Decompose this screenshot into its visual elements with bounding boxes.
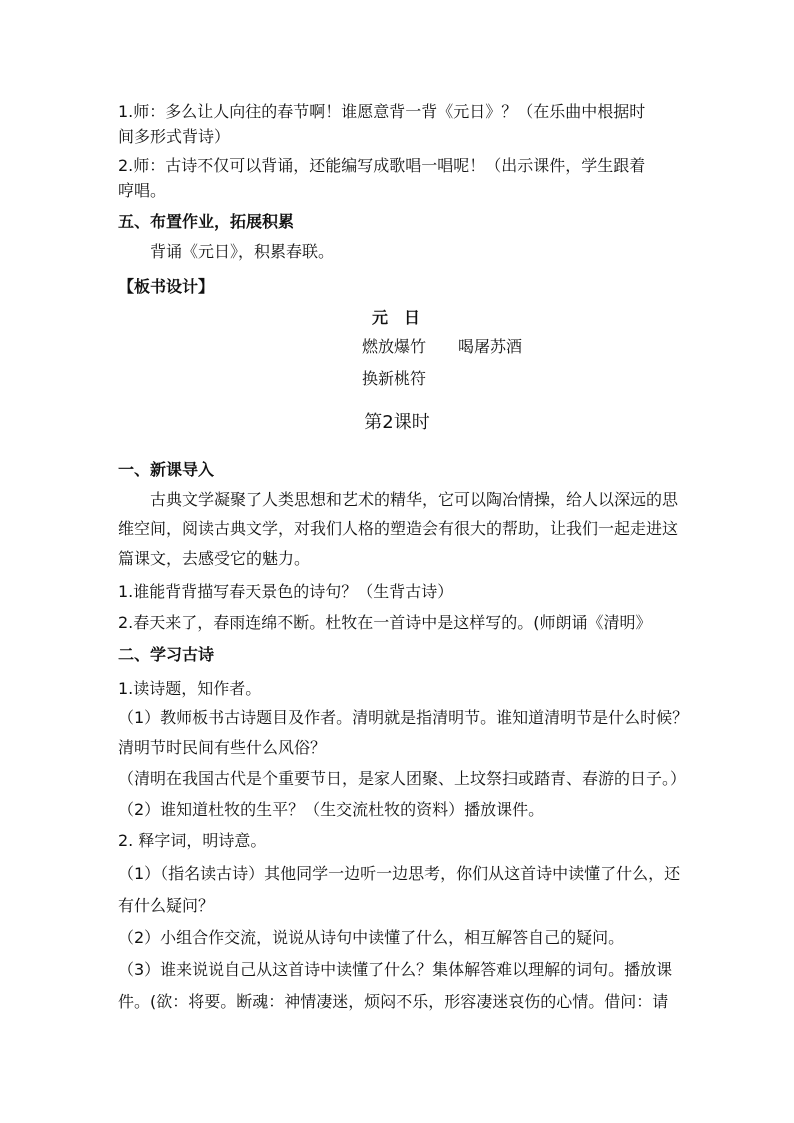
paragraph-1-line-1: 1.师：多么让人向往的春节啊！谁愿意背一背《元日》？（在乐曲中根据时 [118,102,646,121]
step-2a-line-2: 有什么疑问？ [118,896,215,915]
question-2: 2.春天来了，春雨连绵不断。杜牧在一首诗中是这样写的。(师朗诵《清明》 [118,613,652,632]
step-2b: （2）小组合作交流，说说从诗句中读懂了什么，相互解答自己的疑问。 [118,928,625,947]
question-1: 1.谁能背背描写春天景色的诗句？（生背古诗） [118,582,454,601]
step-1a-line-1: （1）教师板书古诗题目及作者。清明就是指清明节。谁知道清明节是什么时候？ [118,708,689,727]
board-line-2: 换新桃符 [362,369,427,388]
paragraph-1-line-2: 间多形式背诗） [118,127,231,146]
intro-line-3: 篇课文，去感受它的魅力。 [118,549,311,568]
paragraph-2-line-2: 哼唱。 [118,181,167,200]
step-1: 1.读诗题，知作者。 [118,679,262,698]
step-2c-line-1: （3）谁来说说自己从这首诗中读懂了什么？集体解答难以理解的词句。播放课 [118,960,673,979]
board-design-heading: 【板书设计】 [118,277,215,296]
intro-line-2: 维空间，阅读古典文学，对我们人格的塑造会有很大的帮助，让我们一起走进这 [118,519,679,538]
board-line-1: 燃放爆竹 喝屠苏酒 [362,337,523,356]
section-heading-intro: 一、新课导入 [118,460,215,479]
section-heading-study: 二、学习古诗 [118,645,215,664]
lesson-title: 第2课时 [364,412,430,433]
step-1a-line-2: 清明节时民间有些什么风俗？ [118,738,327,757]
paragraph-2-line-1: 2.师：古诗不仅可以背诵，还能编写成歌唱一唱呢！（出示课件，学生跟着 [118,156,646,175]
step-2c-line-2: 件。(欲：将要。断魂：神情凄迷，烦闷不乐，形容凄迷哀伤的心情。借问：请 [118,992,669,1011]
step-2: 2. 释字词，明诗意。 [118,831,267,850]
step-2a-line-1: （1）（指名读古诗）其他同学一边听一边思考，你们从这首诗中读懂了什么，还 [118,864,681,883]
homework-text: 背诵《元日》，积累春联。 [150,242,335,261]
board-title: 元 日 [372,308,421,327]
step-1a-line-3: （清明在我国古代是个重要节日，是家人团聚、上坟祭扫或踏青、春游的日子。） [118,769,687,788]
intro-line-1: 古典文学凝聚了人类思想和艺术的精华，它可以陶冶情操，给人以深远的思 [150,490,679,509]
step-1b: （2）谁知道杜牧的生平？（生交流杜牧的资料）播放课件。 [118,800,545,819]
section-heading-homework: 五、布置作业，拓展积累 [118,212,295,231]
